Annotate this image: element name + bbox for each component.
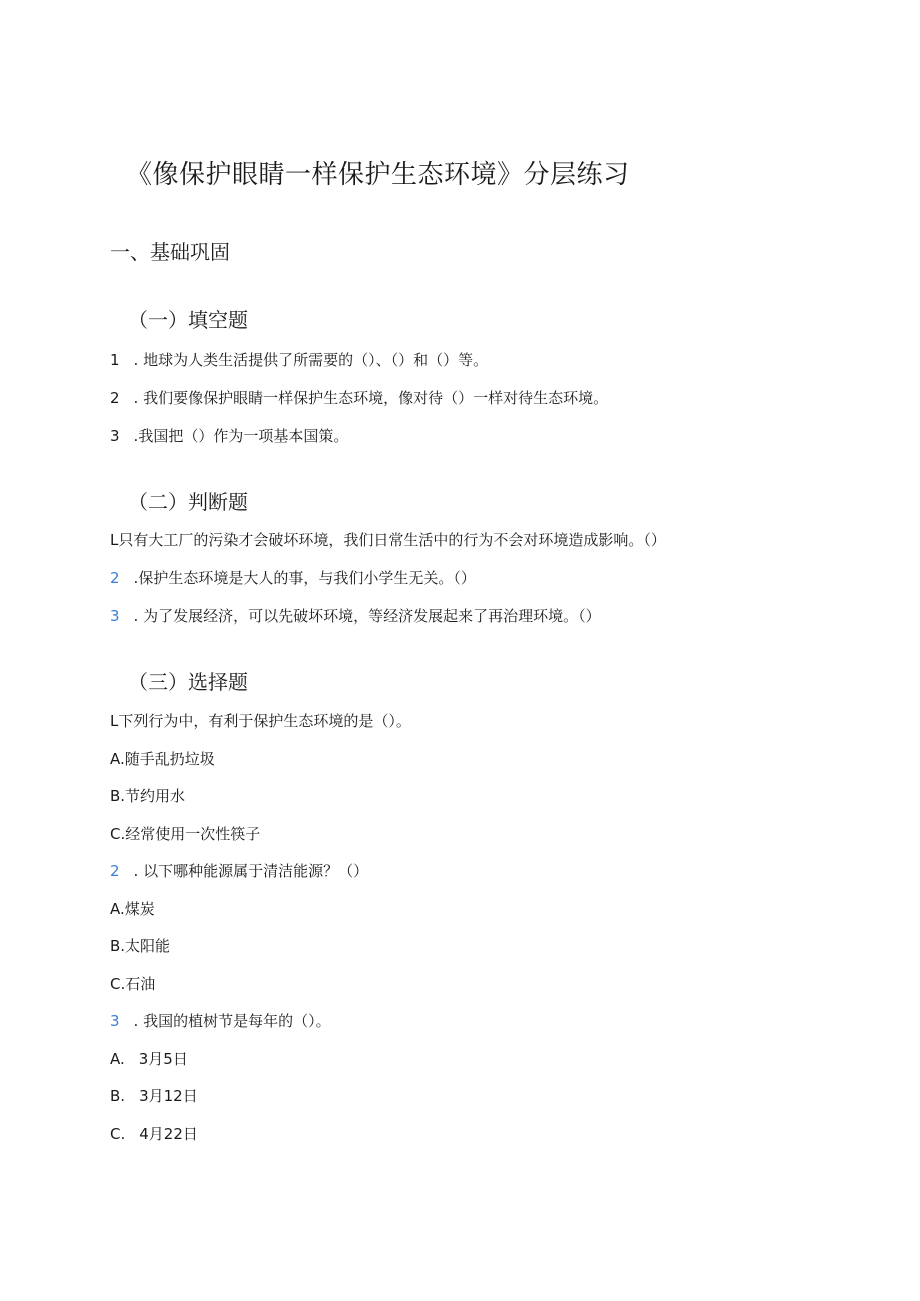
question-number: 3	[110, 427, 120, 445]
fill-question-1	[110, 350, 488, 370]
judge-question-3	[110, 606, 601, 626]
choice-option: C.经常使用一次性筷子	[110, 825, 261, 843]
option-text: 4月22日	[139, 1125, 198, 1143]
choice-question-3	[110, 1011, 331, 1031]
choice-question-2	[110, 861, 368, 881]
page-title: 《像保护眼睛一样保护生态环境》分层练习	[126, 160, 630, 190]
question-text: . 我国的植树节是每年的（）。	[133, 1012, 331, 1030]
question-number: 2	[110, 862, 120, 880]
option-letter: C.	[110, 1125, 126, 1143]
question-text: . 以下哪种能源属于清洁能源？（）	[133, 862, 369, 880]
question-number: 2	[110, 389, 120, 407]
choice-option	[110, 1086, 198, 1106]
choice-option: A.煤炭	[110, 900, 155, 918]
fill-blank-heading: （一）填空题	[128, 308, 248, 332]
option-letter: B.	[110, 1087, 126, 1105]
question-text: 下列行为中，有利于保护生态环境的是（）。	[118, 712, 411, 730]
choice-heading: （三）选择题	[128, 670, 248, 694]
section-heading-basics: 一、基础巩固	[110, 240, 230, 264]
judge-heading: （二）判断题	[128, 490, 248, 514]
question-number: L	[110, 531, 119, 549]
choice-question-1	[110, 711, 411, 731]
question-number: 3	[110, 1012, 120, 1030]
judge-question-1	[110, 530, 666, 550]
question-number: 1	[110, 351, 120, 369]
question-text: .我国把（）作为一项基本国策。	[133, 427, 349, 445]
question-number: 3	[110, 607, 120, 625]
choice-option	[110, 1049, 188, 1069]
question-number: 2	[110, 569, 120, 587]
question-text: .保护生态环境是大人的事，与我们小学生无关。（）	[133, 569, 476, 587]
question-text: . 我们要像保护眼睛一样保护生态环境，像对待（）一样对待生态环境。	[133, 389, 609, 407]
fill-question-2	[110, 388, 608, 408]
choice-option	[110, 1124, 198, 1144]
choice-option: A.随手乱扔垃圾	[110, 750, 215, 768]
choice-option: C.石油	[110, 975, 156, 993]
choice-option: B.节约用水	[110, 787, 186, 805]
option-text: 3月12日	[139, 1087, 198, 1105]
option-text: 3月5日	[138, 1050, 188, 1068]
judge-question-2	[110, 568, 476, 588]
question-text: . 地球为人类生活提供了所需要的（）、（）和（）等。	[133, 351, 489, 369]
option-letter: A.	[110, 1050, 125, 1068]
question-number: L	[110, 712, 119, 730]
fill-question-3	[110, 426, 348, 446]
question-text: 只有大工厂的污染才会破坏环境，我们日常生活中的行为不会对环境造成影响。（）	[118, 531, 666, 549]
choice-option: B.太阳能	[110, 937, 171, 955]
question-text: . 为了发展经济，可以先破坏环境，等经济发展起来了再治理环境。（）	[133, 607, 601, 625]
